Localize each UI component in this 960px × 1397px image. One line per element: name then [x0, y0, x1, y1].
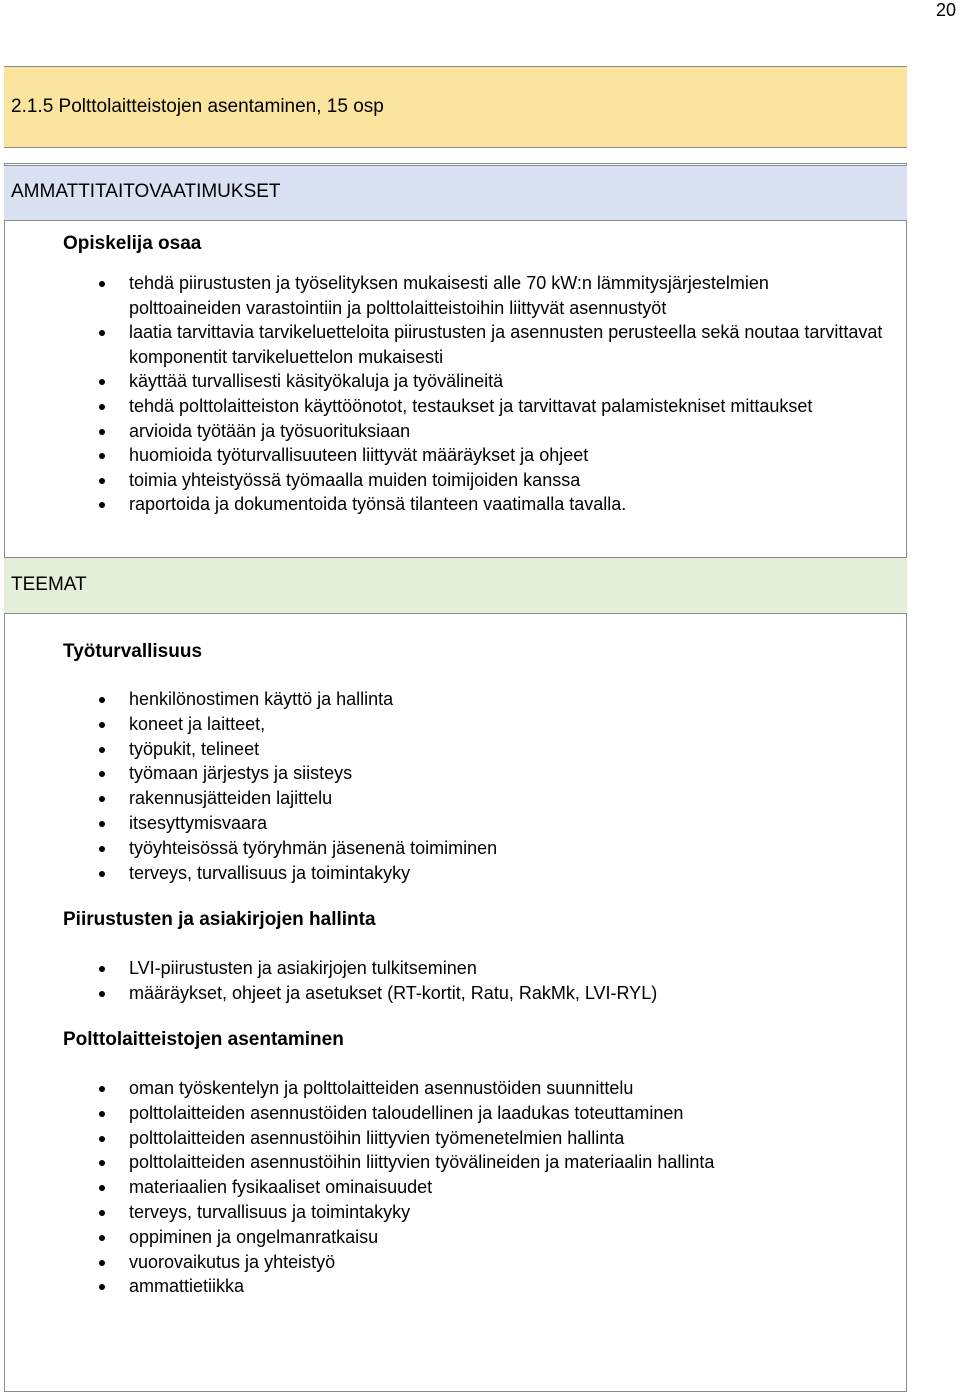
bullet-icon: [99, 1235, 105, 1241]
section-heading-piirustukset: Piirustusten ja asiakirjojen hallinta: [63, 909, 376, 930]
bullet-icon: [99, 871, 105, 877]
list-item: polttolaitteiden asennustöihin liittyvien työvälineiden ja materiaalin hallinta: [5, 1150, 885, 1175]
requirements-band: [4, 165, 907, 221]
list-item: LVI-piirustusten ja asiakirjojen tulkitseminen: [5, 956, 885, 981]
list-item: materiaalien fysikaaliset ominaisuudet: [5, 1175, 885, 1200]
bullet-icon: [99, 1160, 105, 1166]
bullet-icon: [99, 771, 105, 777]
bullet-icon: [99, 1284, 105, 1290]
requirements-list: [5, 271, 885, 517]
bullet-icon: [99, 1086, 105, 1092]
tyoturvallisuus-list: [5, 687, 885, 885]
list-item: arvioida työtään ja työsuorituksiaan: [5, 419, 885, 444]
list-item: huomioida työturvallisuuteen liittyvät määräykset ja ohjeet: [5, 443, 885, 468]
bullet-icon: [99, 379, 105, 385]
list-item: terveys, turvallisuus ja toimintakyky: [5, 861, 885, 886]
bullet-icon: [99, 1111, 105, 1117]
bullet-icon: [99, 821, 105, 827]
list-item: työmaan järjestys ja siisteys: [5, 761, 885, 786]
list-item: rakennusjätteiden lajittelu: [5, 786, 885, 811]
list-item: laatia tarvittavia tarvikeluetteloita piirustusten ja asennusten perusteella sekä noutaa tarvittavat komponentit tarvikeluettelon mukaisesti: [5, 320, 885, 369]
bullet-icon: [99, 502, 105, 508]
list-item: ammattietiikka: [5, 1274, 885, 1299]
bullet-icon: [99, 747, 105, 753]
piirustukset-list: [5, 956, 885, 1006]
module-title-band: [4, 66, 907, 149]
list-item: tehdä piirustusten ja työselityksen mukaisesti alle 70 kW:n lämmitysjärjestelmien polttoaineiden varastointiin ja polttolaitteistoihin liittyvät asennustyöt: [5, 271, 885, 320]
bullet-icon: [99, 796, 105, 802]
requirements-subheading: Opiskelija osaa: [63, 233, 202, 254]
page-number: 20: [935, 0, 956, 20]
bullet-icon: [99, 722, 105, 728]
section-heading-tyoturvallisuus: Työturvallisuus: [63, 641, 203, 662]
list-item: työpukit, telineet: [5, 737, 885, 762]
bullet-icon: [99, 1260, 105, 1266]
list-item: työyhteisössä työryhmän jäsenenä toimiminen: [5, 836, 885, 861]
list-item: henkilönostimen käyttö ja hallinta: [5, 687, 885, 712]
spacer-band: [4, 147, 907, 164]
list-item: polttolaitteiden asennustöihin liittyvien työmenetelmien hallinta: [5, 1126, 885, 1151]
list-item: toimia yhteistyössä työmaalla muiden toimijoiden kanssa: [5, 468, 885, 493]
requirements-header: AMMATTITAITOVAATIMUKSET: [11, 181, 281, 202]
module-title: 2.1.5 Polttolaitteistojen asentaminen, 15 osp: [11, 96, 384, 117]
bullet-icon: [99, 478, 105, 484]
bullet-icon: [99, 330, 105, 336]
list-item: määräykset, ohjeet ja asetukset (RT-kortit, Ratu, RakMk, LVI-RYL): [5, 981, 885, 1006]
bullet-icon: [99, 453, 105, 459]
list-item: itsesyttymisvaara: [5, 811, 885, 836]
bullet-icon: [99, 966, 105, 972]
module-frame: [4, 66, 907, 1392]
bullet-icon: [99, 1185, 105, 1191]
bullet-icon: [99, 991, 105, 997]
bullet-icon: [99, 697, 105, 703]
list-item: oman työskentelyn ja polttolaitteiden asennustöiden suunnittelu: [5, 1076, 885, 1101]
list-item: raportoida ja dokumentoida työnsä tilanteen vaatimalla tavalla.: [5, 492, 885, 517]
list-item: polttolaitteiden asennustöiden taloudellinen ja laadukas toteuttaminen: [5, 1101, 885, 1126]
list-item: tehdä polttolaitteiston käyttöönotot, testaukset ja tarvittavat palamistekniset mittaukset: [5, 394, 885, 419]
bullet-icon: [99, 1210, 105, 1216]
section-heading-polttolaitteistot: Polttolaitteistojen asentaminen: [63, 1029, 344, 1050]
themes-band: [4, 557, 907, 614]
bullet-icon: [99, 281, 105, 287]
list-item: terveys, turvallisuus ja toimintakyky: [5, 1200, 885, 1225]
themes-header: TEEMAT: [11, 574, 87, 595]
bullet-icon: [99, 1136, 105, 1142]
polttolaitteistot-list: [5, 1076, 885, 1299]
list-item: oppiminen ja ongelmanratkaisu: [5, 1225, 885, 1250]
bullet-icon: [99, 404, 105, 410]
list-item: käyttää turvallisesti käsityökaluja ja työvälineitä: [5, 369, 885, 394]
bullet-icon: [99, 846, 105, 852]
list-item: koneet ja laitteet,: [5, 712, 885, 737]
bullet-icon: [99, 429, 105, 435]
list-item: vuorovaikutus ja yhteistyö: [5, 1250, 885, 1275]
